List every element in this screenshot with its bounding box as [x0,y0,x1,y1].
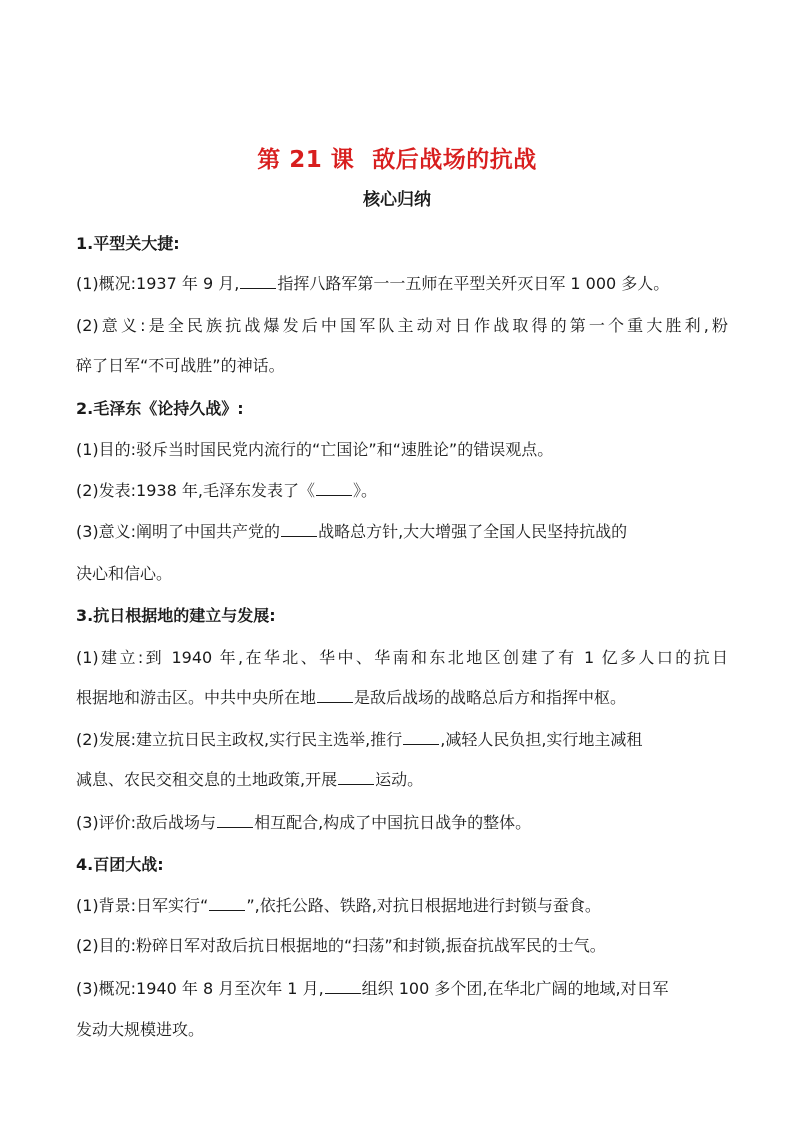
fill-blank [316,478,352,496]
text-segment: 》。 [352,481,377,500]
text-segment: 运动。 [375,770,424,789]
text-segment: 根据地和游击区。中共中央所在地 [76,688,317,707]
fill-blank [217,810,253,828]
section-4-line-2: (2)目的:粉碎日军对敌后抗日根据地的“扫荡”和封锁,振奋抗战军民的士气。 [76,936,606,955]
text-segment: (3)意义:阐明了中国共产党的 [76,522,281,541]
text-segment: 减息、农民交租交息的土地政策,开展 [76,770,338,789]
fill-blank [338,767,374,785]
fill-blank [325,976,361,994]
text-segment: (2)发展:建立抗日民主政权,实行民主选举,推行 [76,730,403,749]
text-segment: ”,依托公路、铁路,对抗日根据地进行封锁与蚕食。 [246,896,601,915]
section-1-heading: 1.平型关大捷: [76,234,180,253]
section-3-line-3 [76,727,728,753]
section-3-line-1: (1)建立:到 1940 年,在华北、华中、华南和东北地区创建了有 1 亿多人口的抗日 [76,648,728,667]
section-2-line-4: 决心和信心。 [76,564,173,583]
fill-blank [281,519,317,537]
section-4-line-1 [76,893,728,919]
section-2-line-3 [76,519,728,545]
text-segment: 战略总方针,大大增强了全国人民坚持抗战的 [318,522,628,541]
fill-blank [403,727,439,745]
section-4-heading: 4.百团大战: [76,855,164,874]
section-4-line-3 [76,976,728,1002]
text-segment: (2)发表:1938 年,毛泽东发表了《 [76,481,315,500]
fill-blank [240,271,276,289]
page-title [0,143,794,177]
text-segment: 组织 100 多个团,在华北广阔的地域,对日军 [361,979,669,998]
section-2-line-1: (1)目的:驳斥当时国民党内流行的“亡国论”和“速胜论”的错误观点。 [76,440,554,459]
section-3-line-2 [76,685,728,711]
text-segment: ,减轻人民负担,实行地主减租 [440,730,643,749]
section-2-line-2 [76,478,728,504]
section-1-line-3: 碎了日军“不可战胜”的神话。 [76,356,285,375]
text-segment: 是敌后战场的战略总后方和指挥中枢。 [354,688,627,707]
section-1-line-1 [76,271,728,297]
text-segment: (1)概况:1937 年 9 月, [76,274,240,293]
section-4-line-4: 发动大规模进攻。 [76,1020,205,1039]
section-subtitle: 核心归纳 [363,190,431,210]
lesson-name: 敌后战场的抗战 [372,147,537,173]
lesson-number: 第 21 课 [257,147,355,173]
text-segment: 指挥八路军第一一五师在平型关歼灭日军 1 000 多人。 [277,274,670,293]
text-segment: (3)评价:敌后战场与 [76,813,217,832]
text-segment: (1)背景:日军实行“ [76,896,209,915]
section-3-line-5 [76,810,728,836]
text-segment: 相互配合,构成了中国抗日战争的整体。 [254,813,532,832]
section-3-line-4 [76,767,728,793]
text-segment: (3)概况:1940 年 8 月至次年 1 月, [76,979,324,998]
section-2-heading: 2.毛泽东《论持久战》: [76,399,244,418]
fill-blank [317,685,353,703]
fill-blank [209,893,245,911]
section-3-heading: 3.抗日根据地的建立与发展: [76,606,276,625]
section-1-line-2: (2)意义:是全民族抗战爆发后中国军队主动对日作战取得的第一个重大胜利,粉 [76,316,728,335]
